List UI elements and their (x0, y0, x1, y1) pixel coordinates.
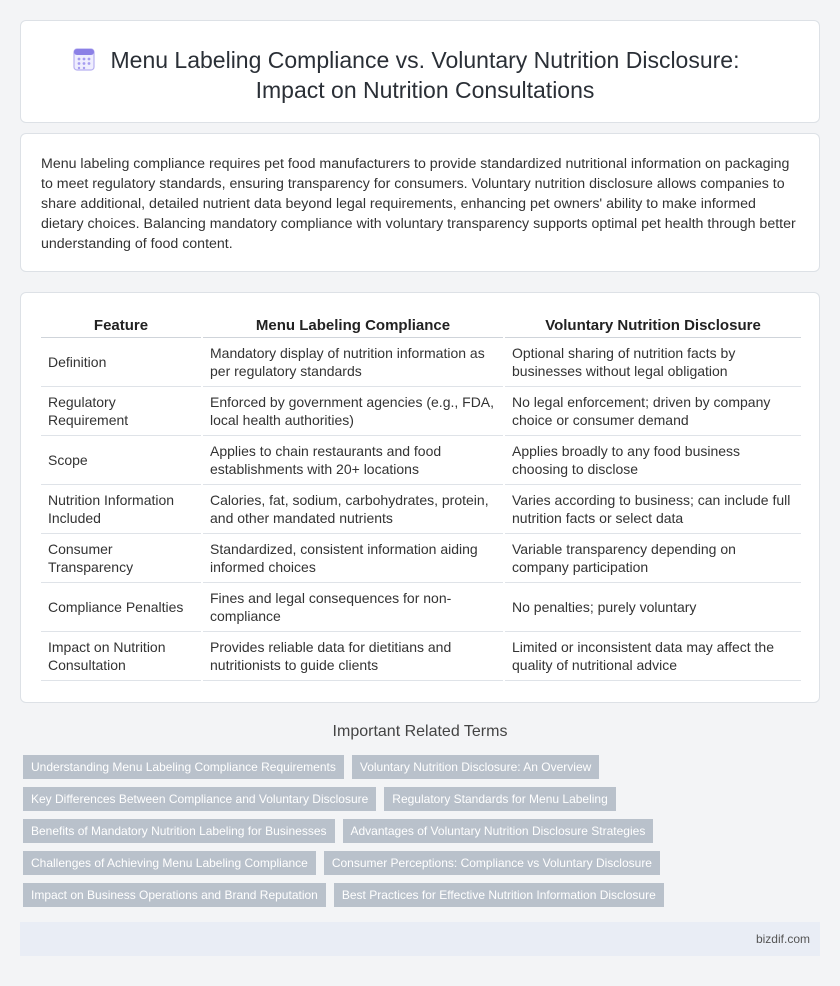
table-row (41, 632, 801, 681)
related-term-link[interactable]: Consumer Perceptions: Compliance vs Voluntary Disclosure (324, 851, 660, 875)
intro-text: Menu labeling compliance requires pet food manufacturers to provide standardized nutritional information on packaging to meet regulatory standards, ensuring transparency for consumers. Voluntary nutrition disclosure allows companies to share additional, detailed nutrient data beyond legal requirements, enhancing pet owners' ability to make informed dietary choices. Balancing mandatory compliance with voluntary transparency supports optimal pet health through better understanding of food content. (41, 156, 796, 252)
feature-cell: Definition (41, 338, 202, 387)
comparison-table (41, 317, 801, 681)
feature-cell: Compliance Penalties (41, 583, 202, 632)
column-header: Feature (41, 317, 202, 338)
table-row (41, 534, 801, 583)
comparison-card (20, 292, 820, 703)
related-term-link[interactable]: Understanding Menu Labeling Compliance Requirements (23, 755, 344, 779)
table-row (41, 583, 801, 632)
feature-cell: Nutrition Information Included (41, 485, 202, 534)
compliance-cell: Applies to chain restaurants and food establishments with 20+ locations (202, 436, 504, 485)
site-name[interactable]: bizdif.com (755, 932, 810, 946)
voluntary-cell: No legal enforcement; driven by company choice or consumer demand (504, 387, 801, 436)
column-header: Voluntary Nutrition Disclosure (504, 317, 801, 338)
related-terms-heading: Important Related Terms (332, 723, 508, 740)
feature-cell: Scope (41, 436, 202, 485)
table-row (41, 436, 801, 485)
table-row (41, 387, 801, 436)
voluntary-cell: Limited or inconsistent data may affect the quality of nutritional advice (504, 632, 801, 681)
related-term-link[interactable]: Regulatory Standards for Menu Labeling (384, 787, 615, 811)
related-term-link[interactable]: Benefits of Mandatory Nutrition Labeling for Businesses (23, 819, 335, 843)
compliance-cell: Fines and legal consequences for non-compliance (202, 583, 504, 632)
compliance-cell: Standardized, consistent information aiding informed choices (202, 534, 504, 583)
feature-cell: Consumer Transparency (41, 534, 202, 583)
compliance-cell: Enforced by government agencies (e.g., FDA, local health authorities) (202, 387, 504, 436)
voluntary-cell: No penalties; purely voluntary (504, 583, 801, 632)
voluntary-cell: Applies broadly to any food business choosing to disclose (504, 436, 801, 485)
compliance-cell: Calories, fat, sodium, carbohydrates, protein, and other mandated nutrients (202, 485, 504, 534)
related-term-link[interactable]: Advantages of Voluntary Nutrition Disclosure Strategies (343, 819, 654, 843)
related-term-link[interactable]: Best Practices for Effective Nutrition Information Disclosure (334, 883, 664, 907)
feature-cell: Impact on Nutrition Consultation (41, 632, 202, 681)
table-header-row (41, 317, 801, 338)
related-term-link[interactable]: Challenges of Achieving Menu Labeling Compliance (23, 851, 316, 875)
table-row (41, 338, 801, 387)
footer-bar (20, 922, 820, 956)
related-term-link[interactable]: Key Differences Between Compliance and Voluntary Disclosure (23, 787, 376, 811)
voluntary-cell: Optional sharing of nutrition facts by businesses without legal obligation (504, 338, 801, 387)
compliance-cell: Mandatory display of nutrition information as per regulatory standards (202, 338, 504, 387)
related-term-link[interactable]: Voluntary Nutrition Disclosure: An Overview (352, 755, 599, 779)
voluntary-cell: Varies according to business; can include full nutrition facts or select data (504, 485, 801, 534)
table-row (41, 485, 801, 534)
header-card (20, 20, 820, 123)
voluntary-cell: Variable transparency depending on company participation (504, 534, 801, 583)
intro-card (20, 133, 820, 272)
related-term-link[interactable]: Impact on Business Operations and Brand Reputation (23, 883, 326, 907)
page-title: Menu Labeling Compliance vs. Voluntary Nutrition Disclosure: Impact on Nutrition Consultations (110, 47, 740, 103)
column-header: Menu Labeling Compliance (202, 317, 504, 338)
related-terms-list (23, 755, 823, 915)
feature-cell: Regulatory Requirement (41, 387, 202, 436)
compliance-cell: Provides reliable data for dietitians and nutritionists to guide clients (202, 632, 504, 681)
